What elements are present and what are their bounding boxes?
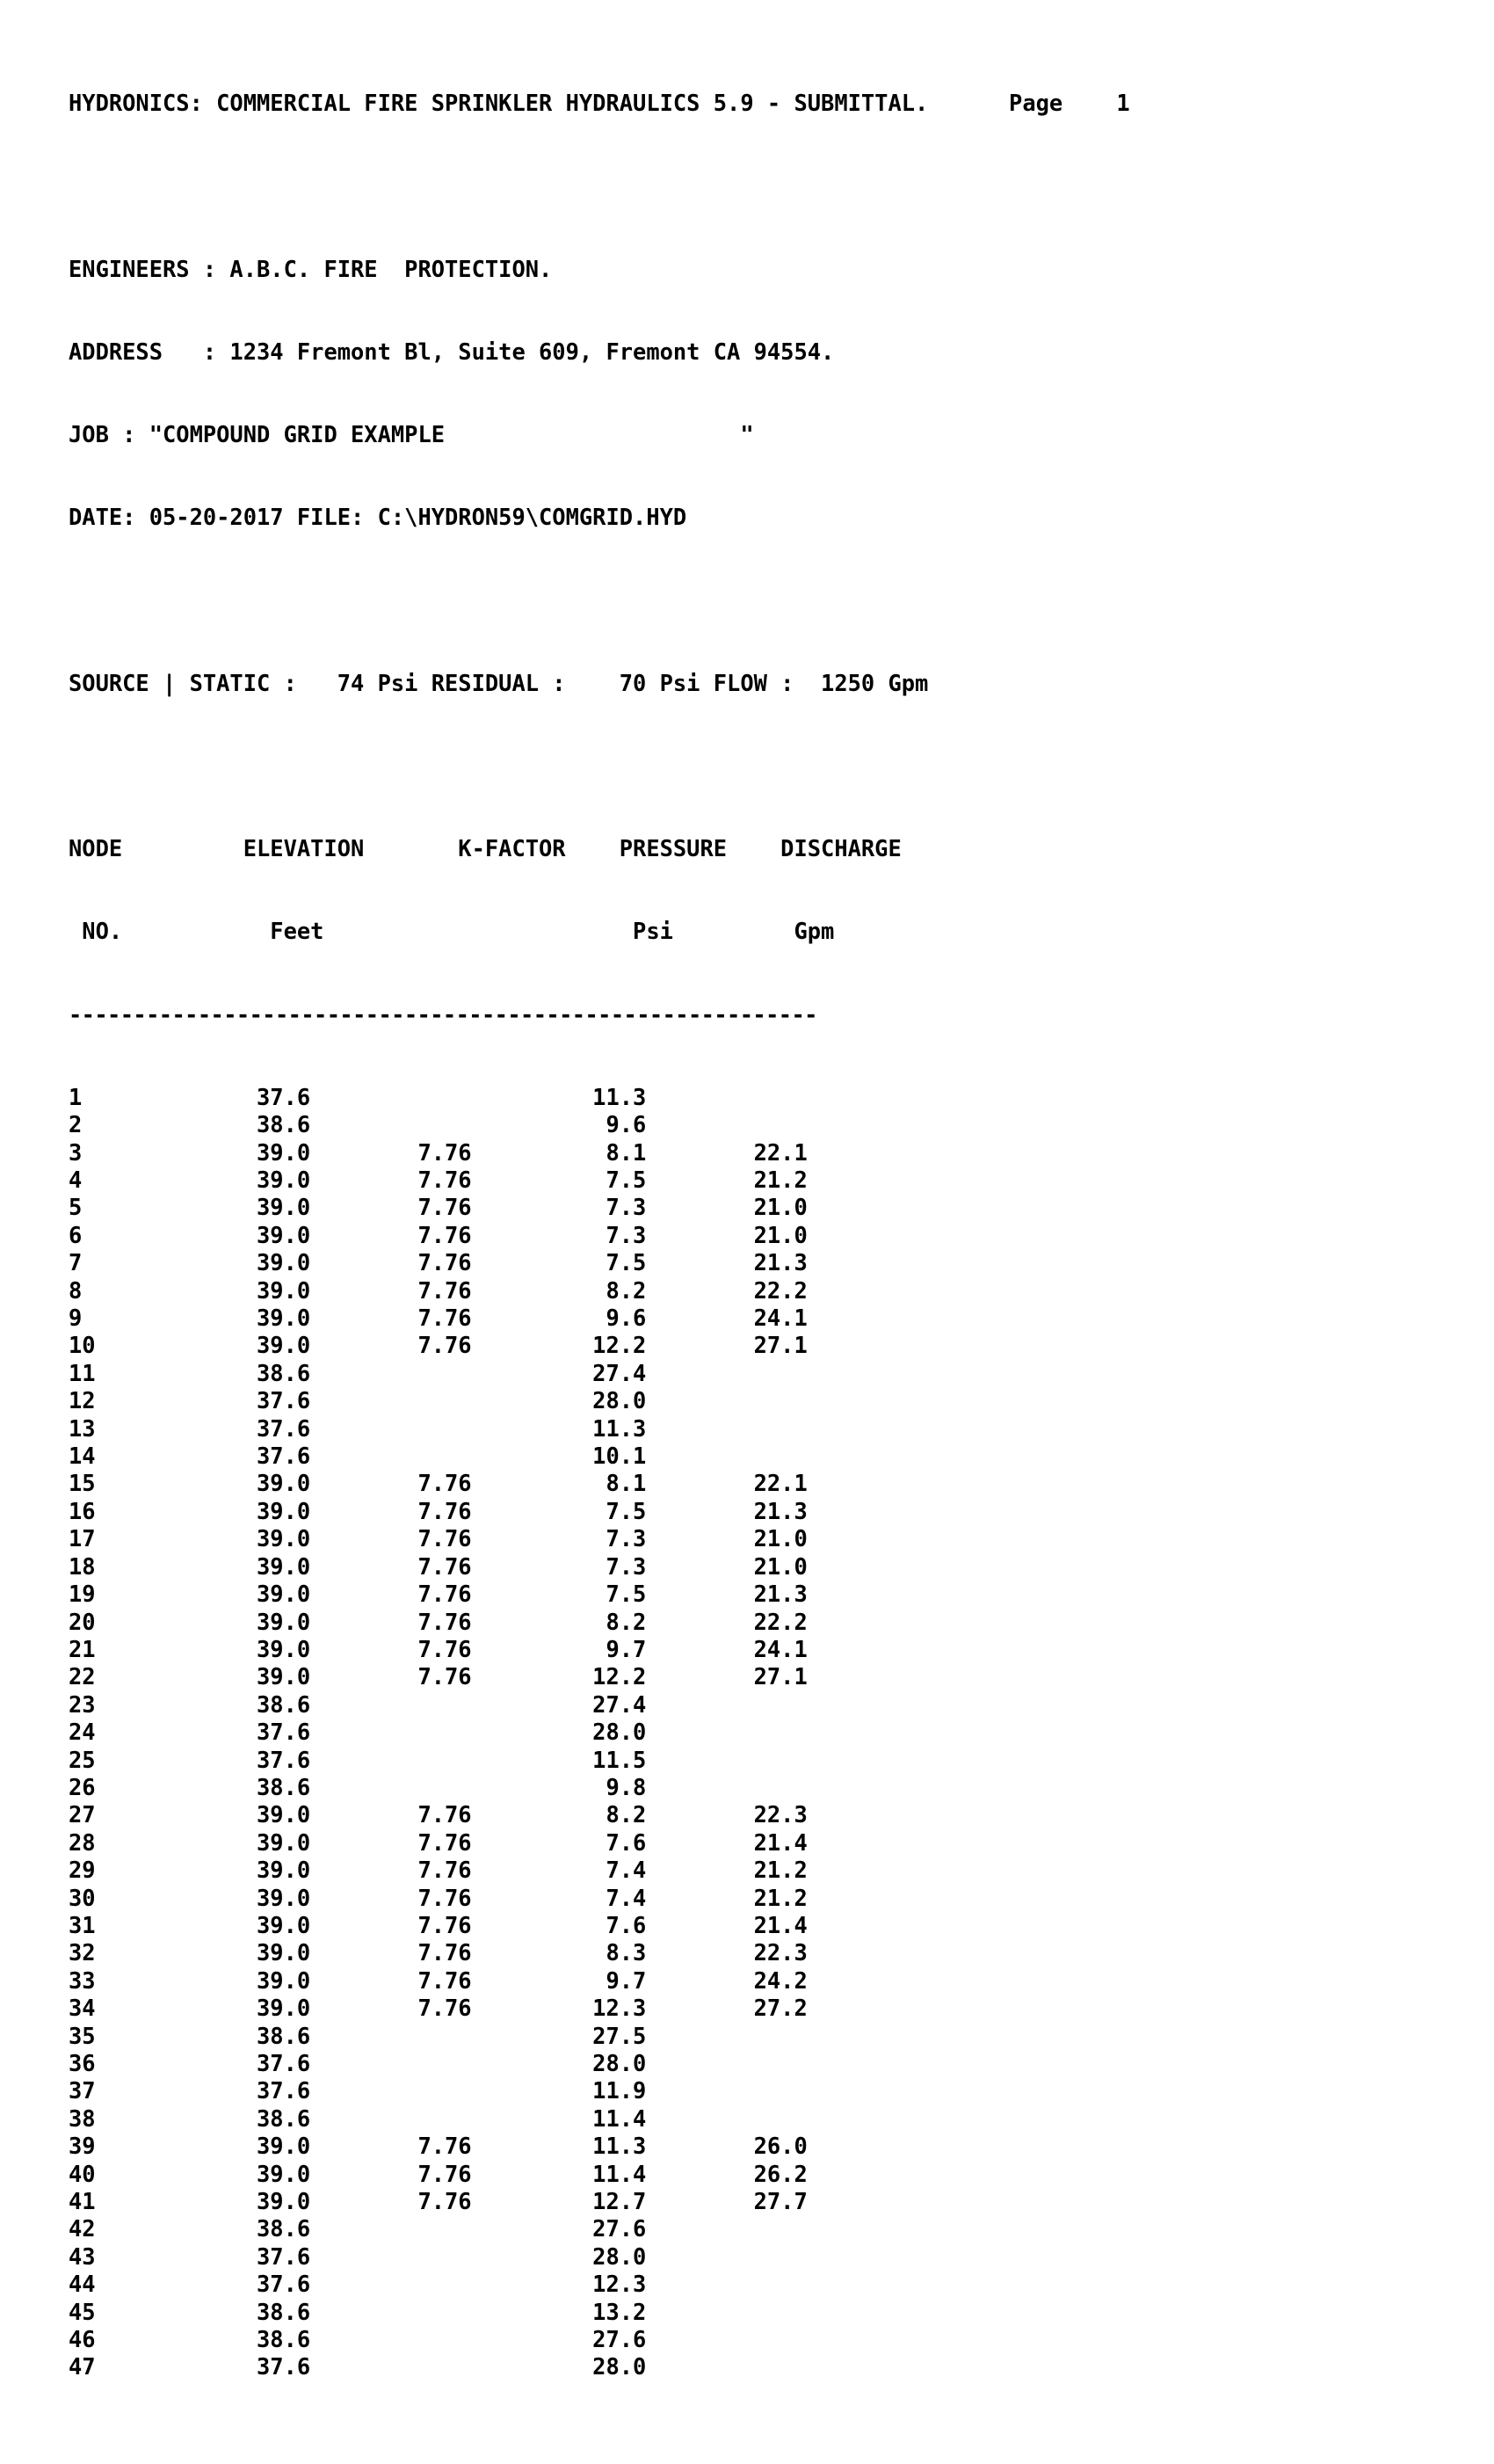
- table-row: 5 39.0 7.76 7.3 21.0: [69, 1194, 808, 1221]
- table-row: 28 39.0 7.76 7.6 21.4: [69, 1828, 808, 1856]
- spacer-3: [69, 752, 1494, 780]
- title-line: HYDRONICS: COMMERCIAL FIRE SPRINKLER HYDRAULICS 5.9 - SUBMITTAL. Page 1: [69, 90, 1130, 117]
- table-row: 19 39.0 7.76 7.5 21.3: [69, 1581, 808, 1608]
- table-row: 14 37.6 10.1: [69, 1443, 808, 1470]
- table-row: 44 37.6 12.3: [69, 2271, 808, 2298]
- table-row: 31 39.0 7.76 7.6 21.4: [69, 1911, 808, 1938]
- table-row: 37 37.6 11.9: [69, 2077, 808, 2104]
- table-row: 25 37.6 11.5: [69, 1746, 808, 1773]
- table-row: 15 39.0 7.76 8.1 22.1: [69, 1470, 808, 1497]
- table-row: 32 39.0 7.76 8.3 22.3: [69, 1939, 808, 1966]
- table-row: 35 38.6 27.5: [69, 2022, 808, 2049]
- node-table-body: [69, 1084, 1494, 2381]
- table-row: 27 39.0 7.76 8.2 22.3: [69, 1801, 808, 1828]
- table-row: 1 37.6 11.3: [69, 1083, 808, 1110]
- table-row: 6 39.0 7.76 7.3 21.0: [69, 1221, 808, 1248]
- table-row: 45 38.6 13.2: [69, 2298, 808, 2325]
- table-row: 16 39.0 7.76 7.5 21.3: [69, 1497, 808, 1524]
- table-row: 10 39.0 7.76 12.2 27.1: [69, 1332, 808, 1359]
- table-row: 39 39.0 7.76 11.3 26.0: [69, 2133, 808, 2160]
- report-text: [69, 7, 1494, 2464]
- table-row: 12 37.6 28.0: [69, 1387, 808, 1414]
- source-line: SOURCE | STATIC : 74 Psi RESIDUAL : 70 Psi FLOW : 1250 Gpm: [69, 669, 929, 696]
- engineers-line: ENGINEERS : A.B.C. FIRE PROTECTION.: [69, 255, 553, 282]
- table-row: 17 39.0 7.76 7.3 21.0: [69, 1525, 808, 1552]
- table-row: 41 39.0 7.76 12.7 27.7: [69, 2188, 808, 2215]
- table-row: 2 38.6 9.6: [69, 1111, 808, 1138]
- spacer-1: [69, 172, 1494, 200]
- table-row: 18 39.0 7.76 7.3 21.0: [69, 1552, 808, 1580]
- table-row: 7 39.0 7.76 7.5 21.3: [69, 1249, 808, 1276]
- job-line: JOB : "COMPOUND GRID EXAMPLE ": [69, 421, 754, 448]
- table-row: 20 39.0 7.76 8.2 22.2: [69, 1608, 808, 1635]
- table-row: 33 39.0 7.76 9.7 24.2: [69, 1966, 808, 1994]
- table-row: 13 37.6 11.3: [69, 1414, 808, 1442]
- address-line: ADDRESS : 1234 Fremont Bl, Suite 609, Fremont CA 94554.: [69, 338, 835, 365]
- table-row: 38 38.6 11.4: [69, 2104, 808, 2132]
- table-row: 3 39.0 7.76 8.1 22.1: [69, 1138, 808, 1166]
- table-row: 4 39.0 7.76 7.5 21.2: [69, 1167, 808, 1194]
- table-header-line-1: NODE ELEVATION K-FACTOR PRESSURE DISCHARGE: [69, 835, 902, 862]
- table-row: 43 37.6 28.0: [69, 2242, 808, 2270]
- table-row: 29 39.0 7.76 7.4 21.2: [69, 1857, 808, 1884]
- table-separator: ----------------------------------------------------------: [69, 1000, 817, 1028]
- table-row: 22 39.0 7.76 12.2 27.1: [69, 1663, 808, 1690]
- table-row: 47 37.6 28.0: [69, 2353, 808, 2380]
- table-row: 11 38.6 27.4: [69, 1359, 808, 1386]
- table-row: 8 39.0 7.76 8.2 22.2: [69, 1276, 808, 1304]
- table-row: 21 39.0 7.76 9.7 24.1: [69, 1635, 808, 1662]
- spacer-2: [69, 587, 1494, 614]
- table-row: 24 37.6 28.0: [69, 1719, 808, 1746]
- table-header-line-2: NO. Feet Psi Gpm: [69, 918, 835, 945]
- table-row: 40 39.0 7.76 11.4 26.2: [69, 2160, 808, 2187]
- table-row: 46 38.6 27.6: [69, 2326, 808, 2353]
- table-row: 23 38.6 27.4: [69, 1690, 808, 1718]
- table-row: 36 37.6 28.0: [69, 2050, 808, 2077]
- table-row: 34 39.0 7.76 12.3 27.2: [69, 1995, 808, 2022]
- table-row: 26 38.6 9.8: [69, 1773, 808, 1800]
- table-row: 9 39.0 7.76 9.6 24.1: [69, 1305, 808, 1332]
- table-row: 42 38.6 27.6: [69, 2215, 808, 2242]
- date-file-line: DATE: 05-20-2017 FILE: C:\HYDRON59\COMGRID.HYD: [69, 504, 687, 531]
- table-row: 30 39.0 7.76 7.4 21.2: [69, 1884, 808, 1911]
